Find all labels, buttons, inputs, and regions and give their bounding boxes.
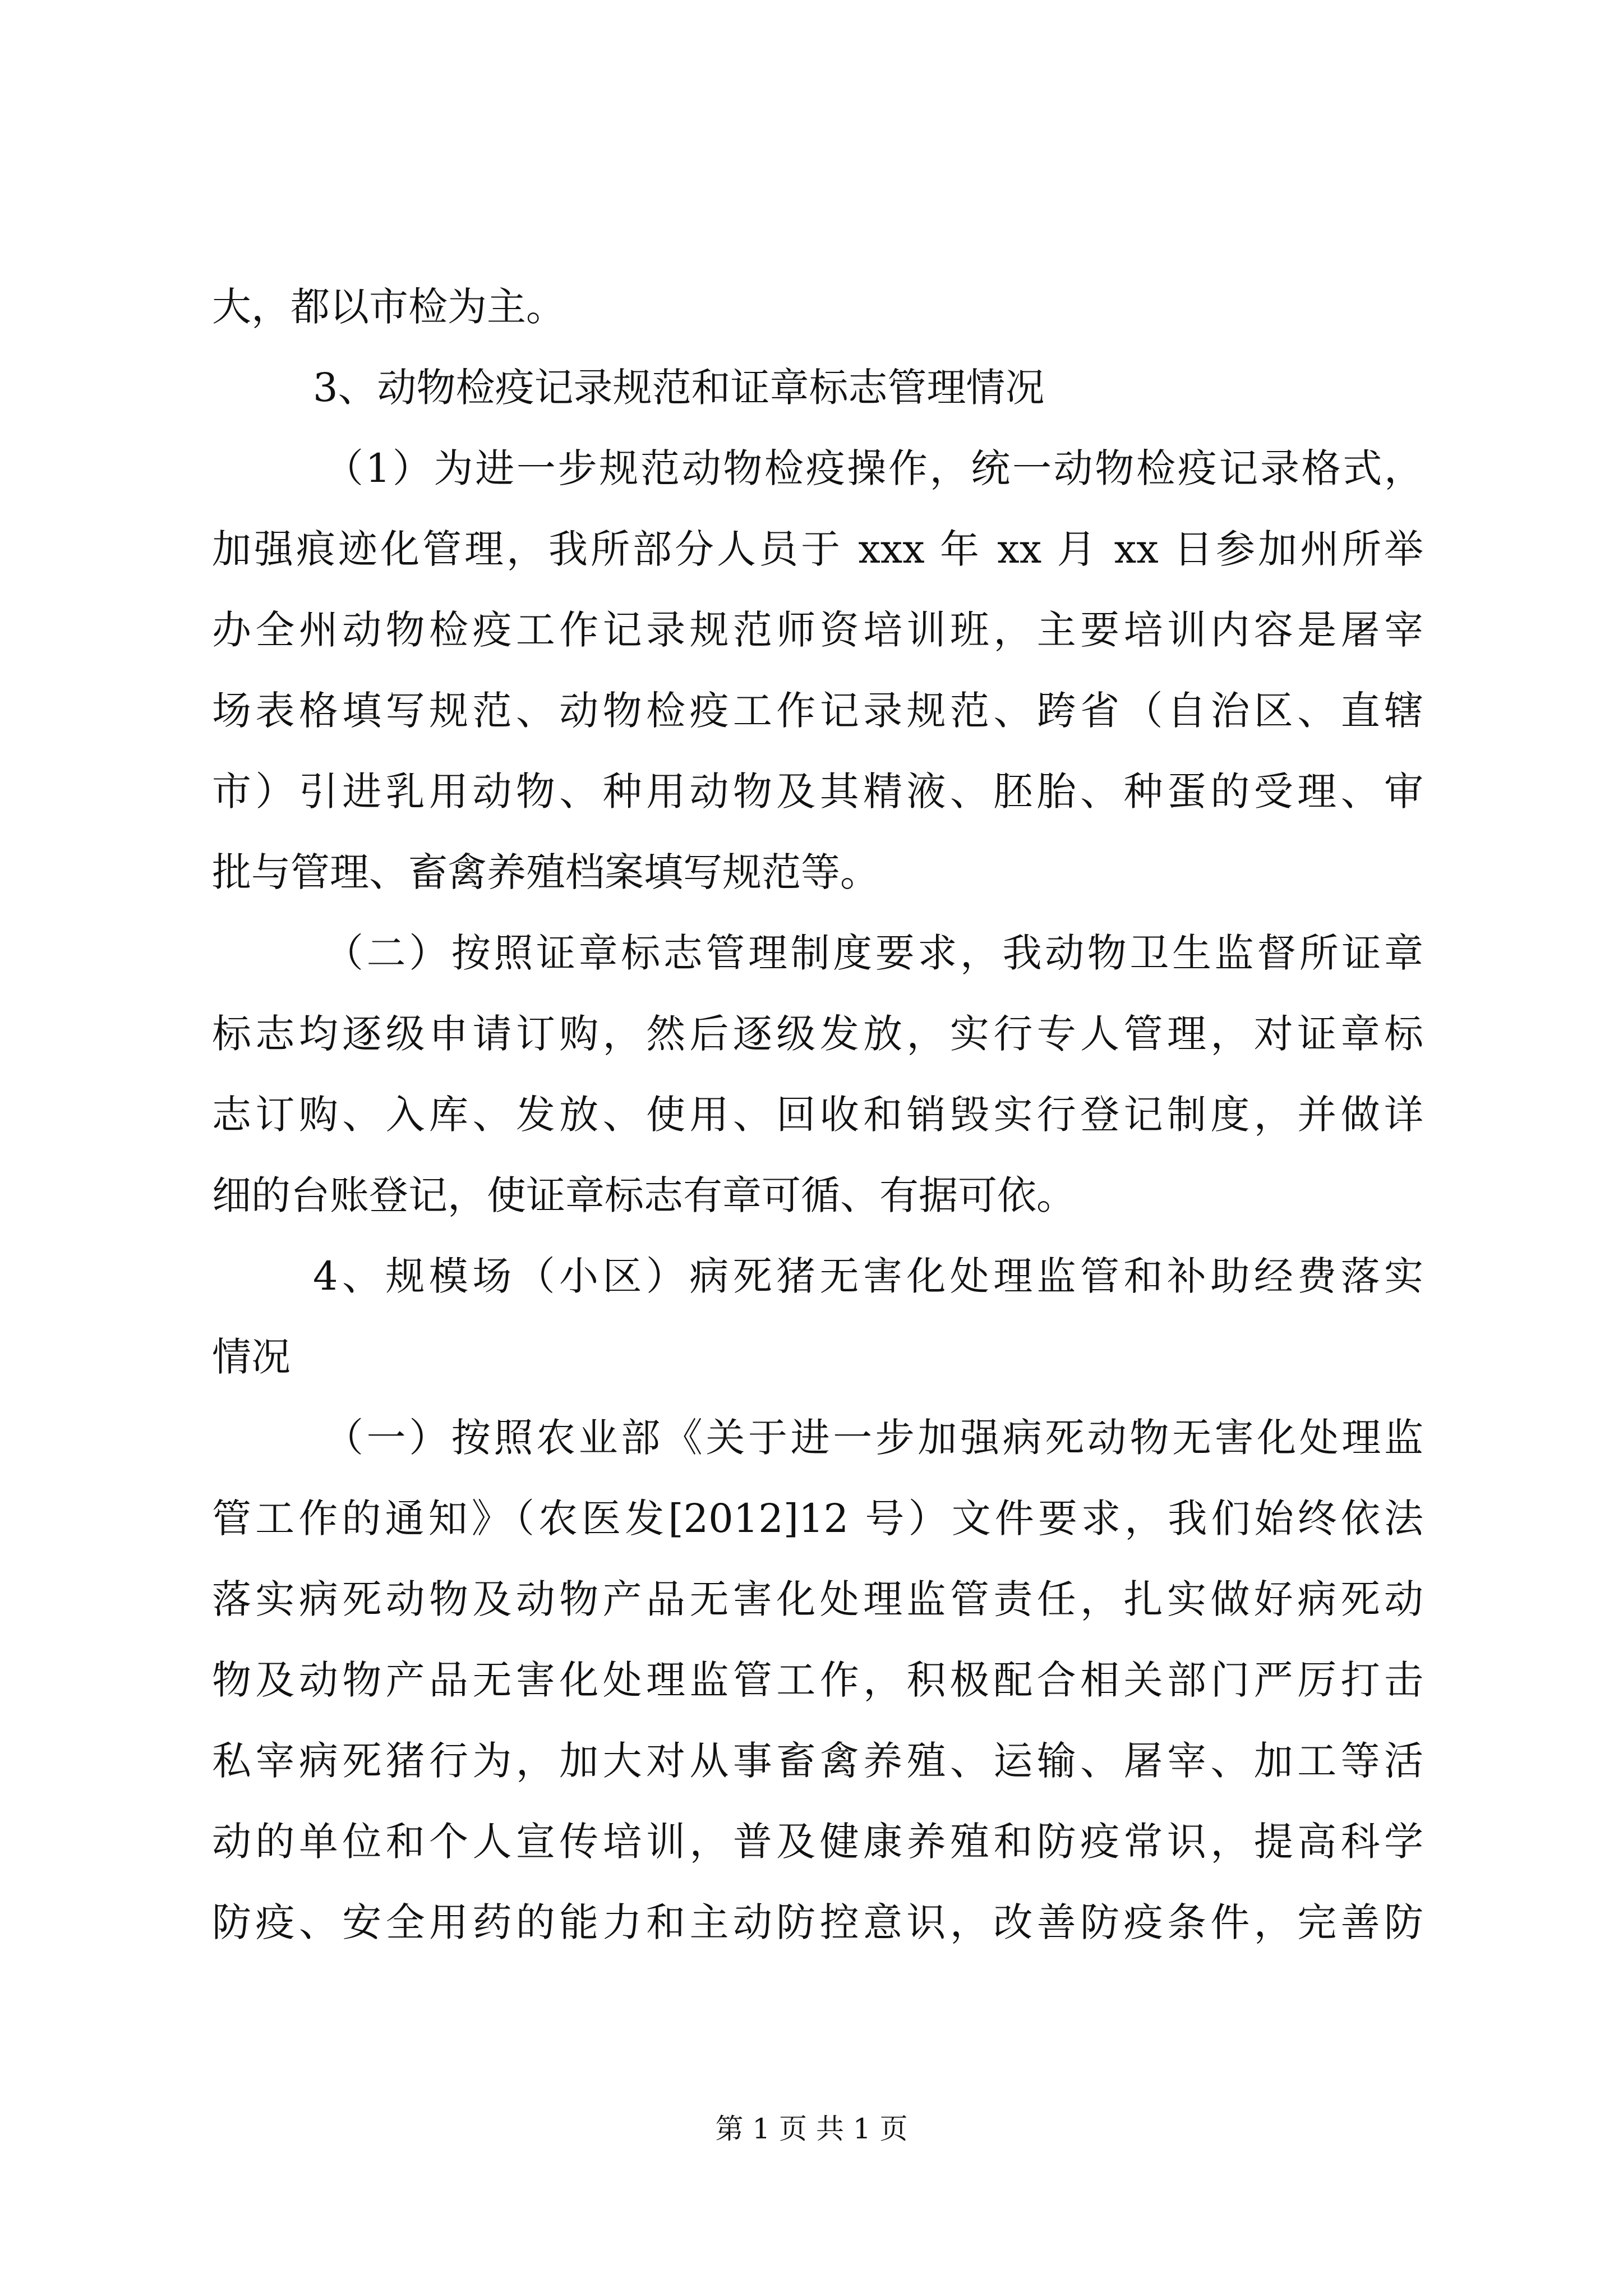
section-heading: 3、动物检疫记录规范和证章标志管理情况 <box>313 365 1045 411</box>
paragraph-line: 办全州动物检疫工作记录规范师资培训班，主要培训内容是屠宰 <box>212 607 1423 653</box>
paragraph-line: 批与管理、畜禽养殖档案填写规范等。 <box>212 849 879 895</box>
paragraph-line: 物及动物产品无害化处理监管工作，积极配合相关部门严厉打击 <box>212 1657 1423 1703</box>
paragraph-line: 标志均逐级申请订购，然后逐级发放，实行专人管理，对证章标 <box>212 1011 1423 1057</box>
paragraph-line: 加强痕迹化管理，我所部分人员于 xxx 年 xx 月 xx 日参加州所举 <box>212 526 1423 572</box>
paragraph-line: 落实病死动物及动物产品无害化处理监管责任，扎实做好病死动 <box>212 1576 1423 1622</box>
paragraph-line: 志订购、入库、发放、使用、回收和销毁实行登记制度，并做详 <box>212 1092 1423 1138</box>
paragraph-line: 场表格填写规范、动物检疫工作记录规范、跨省（自治区、直辖 <box>212 688 1423 734</box>
paragraph-line: 私宰病死猪行为，加大对从事畜禽养殖、运输、屠宰、加工等活 <box>212 1738 1423 1784</box>
section-heading: 4、规模场（小区）病死猪无害化处理监管和补助经费落实 <box>313 1253 1423 1299</box>
paragraph-line: 防疫、安全用药的能力和主动防控意识，改善防疫条件，完善防 <box>212 1899 1423 1945</box>
page-footer: 第 1 页 共 1 页 <box>715 2113 908 2145</box>
paragraph-line: （1）为进一步规范动物检疫操作，统一动物检疫记录格式， <box>324 445 1423 491</box>
section-heading: 情况 <box>212 1334 291 1380</box>
paragraph-line: 细的台账登记，使证章标志有章可循、有据可依。 <box>212 1172 1076 1218</box>
paragraph-line: 动的单位和个人宣传培训，普及健康养殖和防疫常识，提高科学 <box>212 1819 1423 1865</box>
paragraph-line: 市）引进乳用动物、种用动物及其精液、胚胎、种蛋的受理、审 <box>212 769 1423 815</box>
paragraph-line: （二）按照证章标志管理制度要求，我动物卫生监督所证章 <box>324 930 1423 976</box>
paragraph-line: （一）按照农业部《关于进一步加强病死动物无害化处理监 <box>324 1415 1423 1461</box>
paragraph-line: 管工作的通知》（农医发[2012]12 号）文件要求，我们始终依法 <box>212 1496 1423 1542</box>
document-body <box>212 266 1423 1963</box>
paragraph-line: 大，都以市检为主。 <box>212 284 565 330</box>
